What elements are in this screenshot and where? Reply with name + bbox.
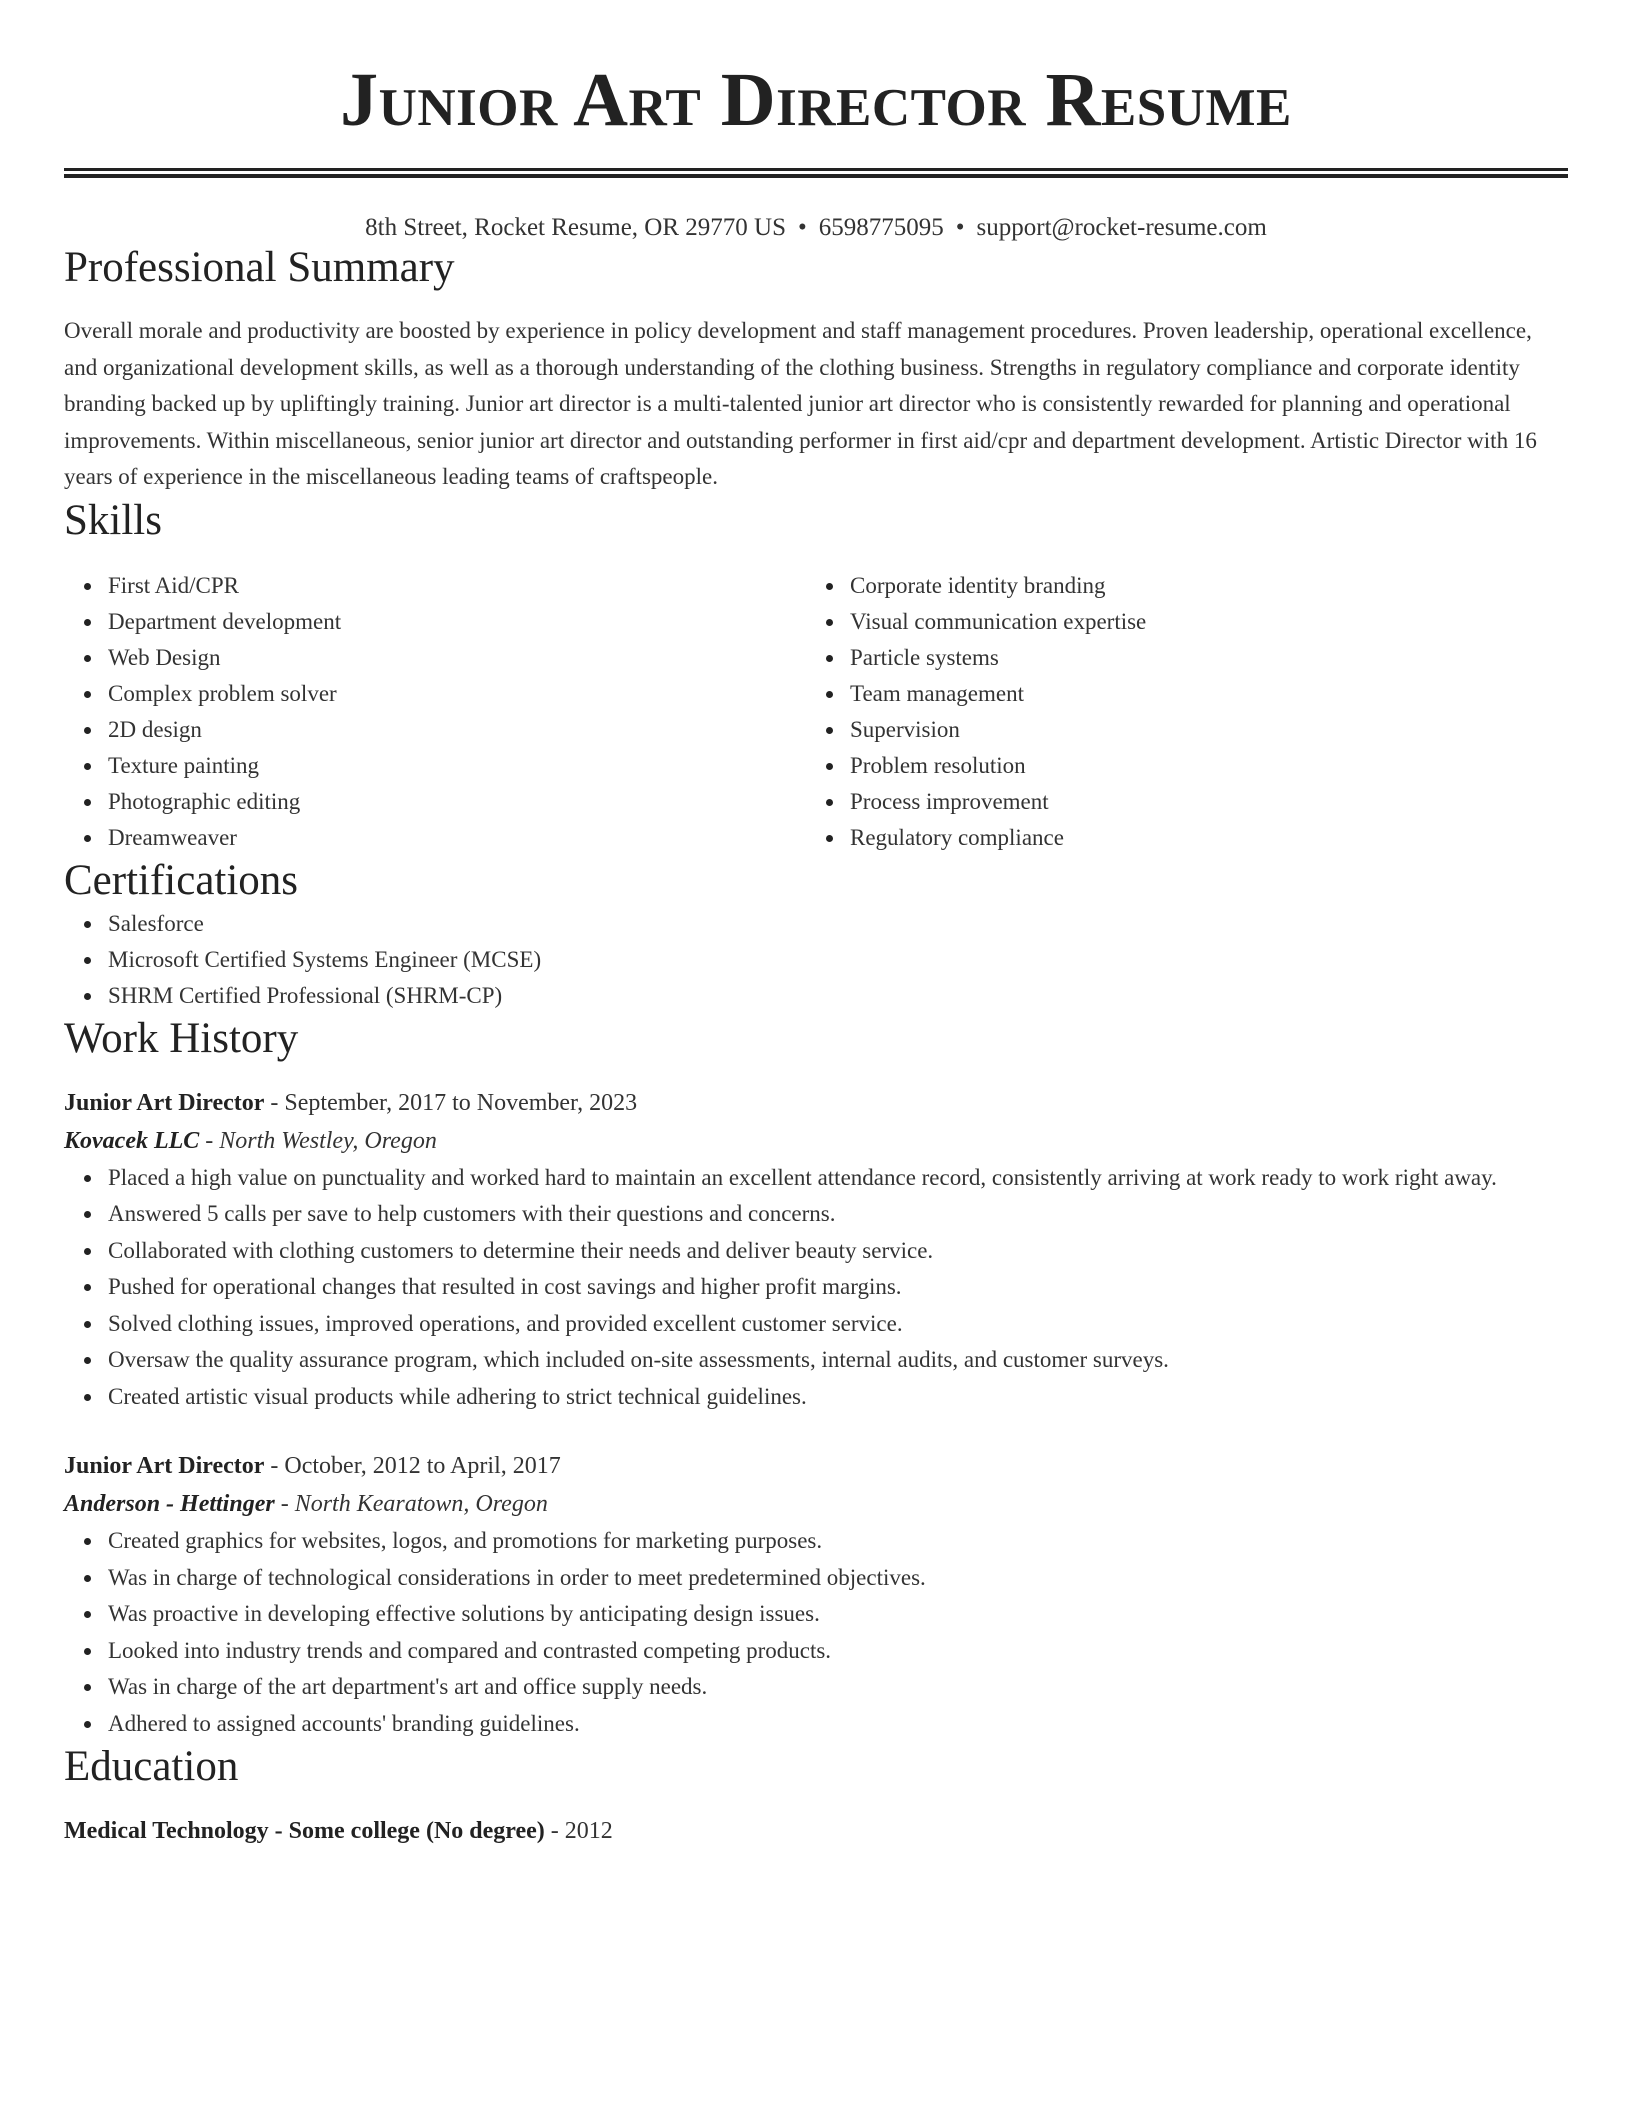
skill-item: Dreamweaver xyxy=(108,820,806,856)
job-title: Junior Art Director xyxy=(64,1453,265,1480)
skill-item: Particle systems xyxy=(850,640,1548,676)
skill-item: Corporate identity branding xyxy=(850,568,1548,604)
summary-heading: Professional Summary xyxy=(64,244,455,291)
job-duties-list xyxy=(64,1160,1568,1416)
skill-item: Problem resolution xyxy=(850,748,1548,784)
certifications-heading: Certifications xyxy=(64,856,299,904)
work-history-heading: Work History xyxy=(64,1014,299,1062)
job-duty: Was proactive in developing effective solutions by anticipating design issues. xyxy=(108,1596,1568,1633)
skill-item: Complex problem solver xyxy=(108,676,806,712)
skills-right-column xyxy=(806,568,1548,856)
skills-right-list xyxy=(806,568,1548,856)
job-entry xyxy=(64,1084,1568,1416)
job-duty: Created artistic visual products while adhering to strict technical guidelines. xyxy=(108,1379,1568,1416)
resume-page xyxy=(64,0,1568,1850)
certifications-list xyxy=(64,906,1568,1014)
contact-address: 8th Street, Rocket Resume, OR 29770 US xyxy=(365,214,786,241)
job-duty: Placed a high value on punctuality and worked hard to maintain an excellent attendance record, consistently arriving at work ready to work right away. xyxy=(108,1160,1568,1197)
skill-item: Photographic editing xyxy=(108,784,806,820)
skill-item: Visual communication expertise xyxy=(850,604,1548,640)
job-duty: Was in charge of technological considerations in order to meet predetermined objectives. xyxy=(108,1560,1568,1597)
job-company: Anderson - Hettinger xyxy=(64,1491,275,1518)
skills-left-column xyxy=(64,568,806,856)
job-dates: - September, 2017 to November, 2023 xyxy=(264,1089,638,1116)
skill-item: Department development xyxy=(108,604,806,640)
job-duty: Collaborated with clothing customers to determine their needs and deliver beauty service. xyxy=(108,1233,1568,1270)
skill-item: 2D design xyxy=(108,712,806,748)
contact-email: support@rocket-resume.com xyxy=(976,214,1267,241)
contact-separator: • xyxy=(955,214,965,241)
contact-line xyxy=(64,213,1568,243)
job-company-line xyxy=(64,1122,1568,1160)
job-title-line xyxy=(64,1447,1568,1485)
job-duty: Solved clothing issues, improved operations, and provided excellent customer service. xyxy=(108,1306,1568,1343)
education-year: - 2012 xyxy=(544,1818,613,1845)
job-location: - North Westley, Oregon xyxy=(199,1127,437,1154)
job-duty: Answered 5 calls per save to help customers with their questions and concerns. xyxy=(108,1196,1568,1233)
skill-item: First Aid/CPR xyxy=(108,568,806,604)
certification-item: Microsoft Certified Systems Engineer (MCSE) xyxy=(108,942,1568,978)
job-title-line xyxy=(64,1084,1568,1122)
skill-item: Supervision xyxy=(850,712,1548,748)
job-duty: Adhered to assigned accounts' branding guidelines. xyxy=(108,1706,1568,1743)
job-duties-list xyxy=(64,1523,1568,1742)
job-duty: Was in charge of the art department's art and office supply needs. xyxy=(108,1669,1568,1706)
job-duty: Oversaw the quality assurance program, which included on-site assessments, internal audits, and customer surveys. xyxy=(108,1342,1568,1379)
summary-text: Overall morale and productivity are boosted by experience in policy development and staff management procedures. Proven leadership, operational excellence, and organizational development skills, as well as a thorough understanding of the clothing business. Strengths in regulatory compliance and corporate identity branding backed up by upliftingly training. Junior art director is a multi-talented junior art director who is consistently rewarded for planning and operational improvements. Within miscellaneous, senior junior art director and outstanding performer in first aid/cpr and department development. Artistic Director with 16 years of experience in the miscellaneous leading teams of craftspeople. xyxy=(64,318,1537,490)
skill-item: Texture painting xyxy=(108,748,806,784)
job-entry xyxy=(64,1447,1568,1742)
resume-title: Junior Art Director Resume xyxy=(340,58,1292,142)
skill-item: Regulatory compliance xyxy=(850,820,1548,856)
job-company: Kovacek LLC xyxy=(64,1127,200,1154)
job-location: - North Kearatown, Oregon xyxy=(274,1491,548,1518)
job-dates: - October, 2012 to April, 2017 xyxy=(264,1453,561,1480)
title-divider xyxy=(64,168,1568,178)
certification-item: SHRM Certified Professional (SHRM-CP) xyxy=(108,978,1568,1014)
skills-heading: Skills xyxy=(64,496,162,544)
skills-columns xyxy=(64,568,1568,856)
skill-item: Team management xyxy=(850,676,1548,712)
education-entry xyxy=(64,1812,1568,1850)
skill-item: Process improvement xyxy=(850,784,1548,820)
contact-separator: • xyxy=(797,214,807,241)
skill-item: Web Design xyxy=(108,640,806,676)
contact-phone: 6598775095 xyxy=(818,214,944,241)
education-heading: Education xyxy=(64,1743,239,1791)
job-duty: Pushed for operational changes that resulted in cost savings and higher profit margins. xyxy=(108,1269,1568,1306)
skills-left-list xyxy=(64,568,806,856)
job-duty: Looked into industry trends and compared and contrasted competing products. xyxy=(108,1633,1568,1670)
job-company-line xyxy=(64,1485,1568,1523)
job-title: Junior Art Director xyxy=(64,1089,265,1116)
certification-item: Salesforce xyxy=(108,906,1568,942)
job-duty: Created graphics for websites, logos, and promotions for marketing purposes. xyxy=(108,1523,1568,1560)
education-degree: Medical Technology - Some college (No degree) xyxy=(64,1818,545,1845)
